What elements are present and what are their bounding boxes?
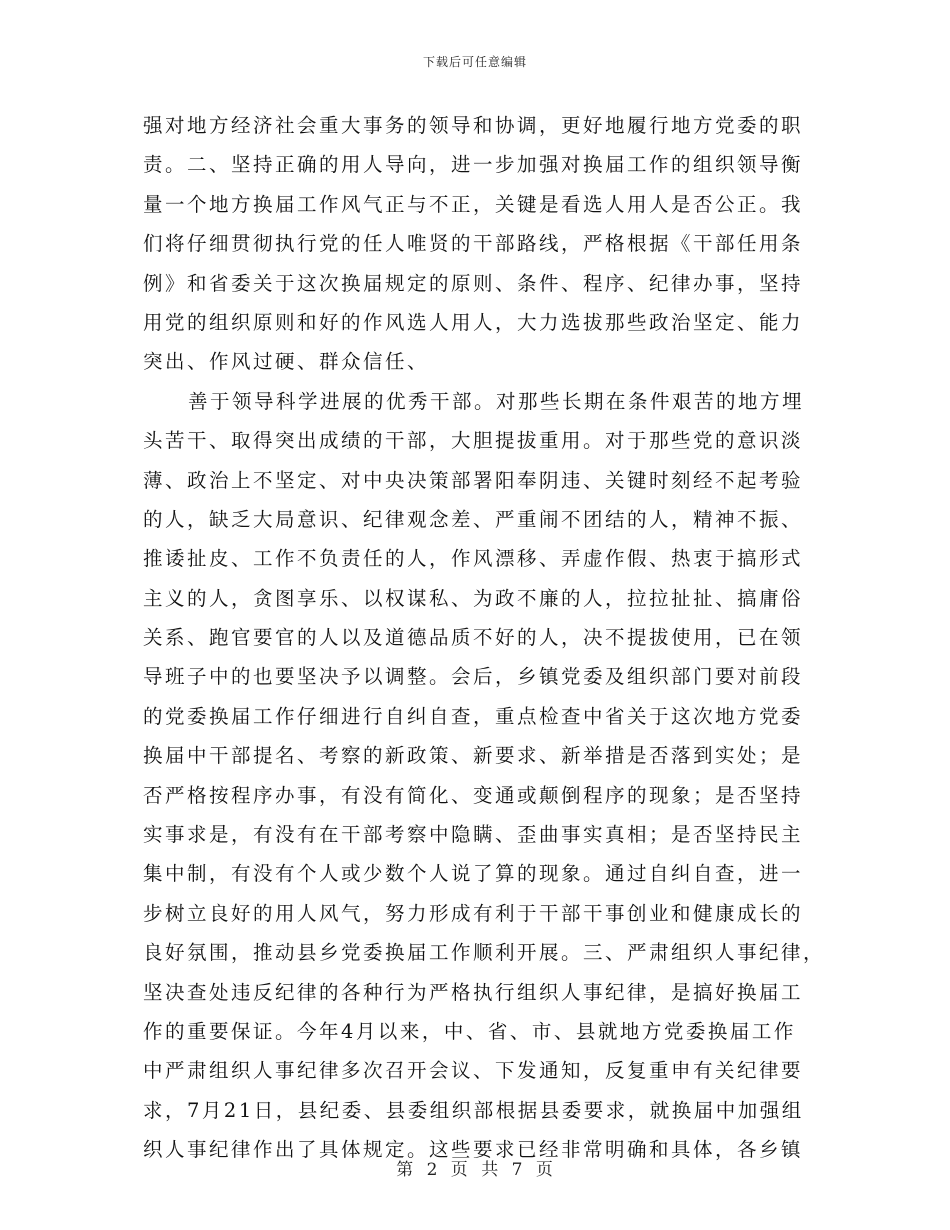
text-line: 否严格按程序办事，有没有简化、变通或颠倒程序的现象；是否坚持 bbox=[143, 783, 804, 807]
text-line: 关系、跑官要官的人以及道德品质不好的人，决不提拔使用，已在领 bbox=[143, 626, 804, 650]
text-line: 主义的人，贪图享乐、以权谋私、为政不廉的人，拉拉扯扯、搞庸俗 bbox=[143, 586, 804, 610]
text-line: 的人，缺乏大局意识、纪律观念差、严重闹不团结的人，精神不振、 bbox=[143, 507, 804, 531]
text-line: 求，7月21日，县纪委、县委组织部根据县委要求，就换届中加强组 bbox=[143, 1098, 804, 1122]
document-body bbox=[143, 106, 826, 1170]
text-line: 作的重要保证。今年4月以来，中、省、市、县就地方党委换届工作 bbox=[143, 1019, 796, 1043]
page-header: 下载后可任意编辑 bbox=[422, 55, 527, 69]
text-line: 织人事纪律作出了具体规定。这些要求已经非常明确和具体，各乡镇 bbox=[143, 1138, 804, 1162]
text-line: 实事求是，有没有在干部考察中隐瞒、歪曲事实真相；是否坚持民主 bbox=[143, 823, 804, 847]
text-line: 用党的组织原则和好的作风选人用人，大力选拔那些政治坚定、能力 bbox=[143, 310, 804, 334]
text-line: 集中制，有没有个人或少数个人说了算的现象。通过自纠自查，进一 bbox=[143, 862, 804, 886]
text-line: 换届中干部提名、考察的新政策、新要求、新举措是否落到实处；是 bbox=[143, 744, 804, 768]
text-line: 推诿扯皮、工作不负责任的人，作风漂移、弄虚作假、热衷于搞形式 bbox=[143, 547, 804, 571]
text-line: 责。二、坚持正确的用人导向，进一步加强对换届工作的组织领导衡 bbox=[143, 153, 804, 177]
text-line: 导班子中的也要坚决予以调整。会后，乡镇党委及组织部门要对前段 bbox=[143, 665, 804, 689]
text-line: 突出、作风过硬、群众信任、 bbox=[143, 350, 430, 374]
text-line: 薄、政治上不坚定、对中央决策部署阳奉阴违、关键时刻经不起考验 bbox=[143, 468, 804, 492]
paragraph-first-line: 善于领导科学进展的优秀干部。对那些长期在条件艰苦的地方埋 bbox=[188, 389, 805, 413]
text-line: 强对地方经济社会重大事务的领导和协调，更好地履行地方党委的职 bbox=[143, 114, 804, 137]
text-line: 的党委换届工作仔细进行自纠自查，重点检查中省关于这次地方党委 bbox=[143, 704, 804, 728]
text-line: 步树立良好的用人风气，努力形成有利于干部干事创业和健康成长的 bbox=[143, 901, 804, 925]
text-line: 中严肃组织人事纪律多次召开会议、下发通知，反复重申有关纪律要 bbox=[143, 1059, 804, 1083]
page-number-footer: 第 2 页 共 7 页 bbox=[396, 1160, 554, 1180]
text-line: 良好氛围，推动县乡党委换届工作顺利开展。三、严肃组织人事纪律， bbox=[143, 941, 826, 965]
text-line: 头苦干、取得突出成绩的干部，大胆提拔重用。对于那些党的意识淡 bbox=[143, 429, 804, 453]
text-line: 坚决查处违反纪律的各种行为严格执行组织人事纪律，是搞好换届工 bbox=[143, 980, 804, 1004]
text-line: 例》和省委关于这次换届规定的原则、条件、程序、纪律办事，坚持 bbox=[143, 271, 804, 295]
text-line: 们将仔细贯彻执行党的任人唯贤的干部路线，严格根据《干部任用条 bbox=[143, 232, 804, 256]
text-line: 量一个地方换届工作风气正与不正，关键是看选人用人是否公正。我 bbox=[143, 192, 804, 216]
